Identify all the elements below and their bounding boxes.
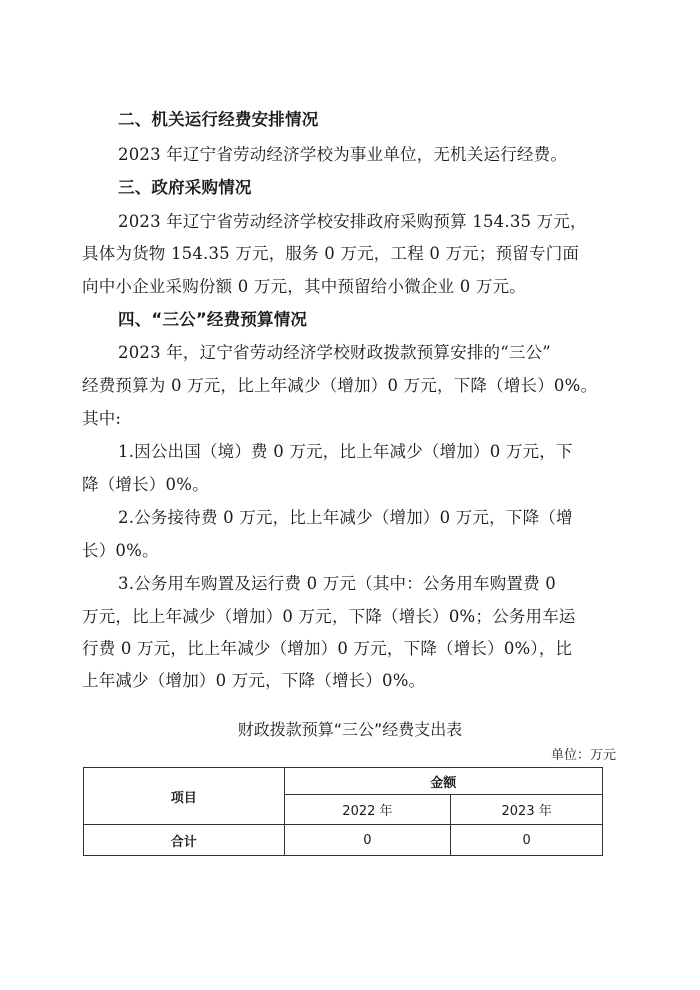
table-unit-label: 单位：万元 [550, 748, 616, 763]
header-item-cell: 项目 [84, 768, 285, 825]
total-label-cell: 合计 [84, 825, 285, 856]
three-public-expense-table [83, 767, 603, 856]
section-4-paragraph-line-1: 2023 年，辽宁省劳动经济学校财政拨款预算安排的“三公” [118, 343, 551, 362]
section-4-heading: 四、“三公”经费预算情况 [118, 310, 308, 329]
total-2023-cell: 0 [451, 825, 603, 856]
table-header-row [84, 768, 603, 795]
header-2022-cell: 2022 年 [284, 795, 451, 825]
item-2-line-2: 长）0%。 [82, 541, 159, 560]
section-3-paragraph-line-3: 向中小企业采购份额 0 万元，其中预留给小微企业 0 万元。 [82, 277, 526, 296]
section-2-paragraph: 2023 年辽宁省劳动经济学校为事业单位，无机关运行经费。 [118, 145, 568, 164]
item-1-line-1: 1.因公出国（境）费 0 万元，比上年减少（增加）0 万元，下 [118, 442, 573, 461]
section-3-paragraph-line-2: 具体为货物 154.35 万元，服务 0 万元，工程 0 万元；预留专门面 [82, 244, 580, 263]
section-4-paragraph-line-2: 经费预算为 0 万元，比上年减少（增加）0 万元，下降（增长）0%。 [82, 376, 598, 395]
item-3-line-2: 万元，比上年减少（增加）0 万元，下降（增长）0%；公务用车运 [82, 607, 576, 626]
section-4-paragraph-line-3: 其中: [82, 409, 122, 428]
item-3-line-4: 上年减少（增加）0 万元，下降（增长）0%。 [82, 671, 426, 690]
section-2-heading: 二、机关运行经费安排情况 [118, 110, 319, 129]
header-2023-cell: 2023 年 [451, 795, 603, 825]
item-1-line-2: 降（增长）0%。 [82, 475, 209, 494]
table-row [84, 825, 603, 856]
section-3-heading: 三、政府采购情况 [118, 178, 252, 197]
item-2-line-1: 2.公务接待费 0 万元，比上年减少（增加）0 万元，下降（增 [118, 508, 573, 527]
item-3-line-3: 行费 0 万元，比上年减少（增加）0 万元，下降（增长）0%），比 [82, 639, 573, 658]
table-title: 财政拨款预算“三公”经费支出表 [237, 720, 463, 739]
header-amount-cell: 金额 [284, 768, 602, 795]
section-3-paragraph-line-1: 2023 年辽宁省劳动经济学校安排政府采购预算 154.35 万元， [118, 212, 587, 231]
item-3-line-1: 3.公务用车购置及运行费 0 万元（其中：公务用车购置费 0 [118, 574, 556, 593]
total-2022-cell: 0 [284, 825, 451, 856]
